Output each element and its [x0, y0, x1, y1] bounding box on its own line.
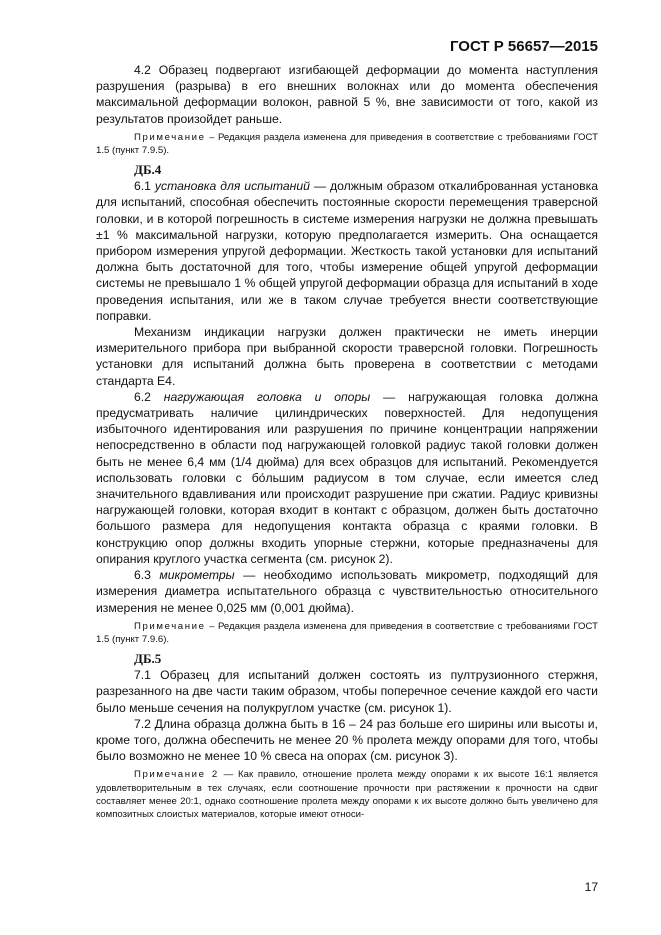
note-1-lead: Примечание: [134, 131, 206, 143]
paragraph-7-2: 7.2 Длина образца должна быть в 16 – 24 раз больше его ширины или высоты и, кроме того, должна обеспечить не менее 20 % пролета между опорами для того, чтобы было возможно не менее 10 % свеса на опорах (см. рисунок 3).: [96, 716, 598, 764]
note-3-text: — Как правило, отношение пролета между опорами к их высоте 16:1 является удовлетворительным в тех случаях, если соотношение прочности при растяжении к прочности на сдвиг составляет менее 20:1, однако соотношение пролета между опорами к их высоте должно быть увеличено для композитных слоистых материалов, которые имеют относи-: [96, 769, 598, 820]
paragraph-6-1: [96, 178, 598, 324]
paragraph-6-1-continued: Механизм индикации нагрузки должен практически не иметь инерции измерительного прибора при выбранной скорости траверсной головки. Погрешность установки для испытаний должна быть проверена в соответствии с методами стандарта Е4.: [96, 325, 598, 388]
note-1-text: – Редакция раздела изменена для приведения в соответствие с требованиями ГОСТ 1.5 (пункт 7.9.5).: [96, 131, 598, 157]
paragraph-6-2-term: нагружающая головка и опоры: [163, 389, 371, 404]
note-2-text: – Редакция раздела изменена для приведения в соответствие с требованиями ГОСТ 1.5 (пункт 7.9.6).: [96, 620, 598, 645]
standard-code-header: ГОСТ Р 56657—2015: [449, 38, 598, 55]
note-2: [96, 620, 598, 646]
paragraph-6-2-number: 6.2: [134, 389, 164, 404]
paragraph-6-2: [96, 389, 598, 567]
page-number: 17: [584, 880, 598, 894]
paragraph-6-3-number: 6.3: [134, 568, 160, 583]
paragraph-6-1-number: 6.1: [134, 179, 155, 194]
paragraph-6-1-term: установка для испытаний: [154, 179, 310, 194]
note-1: [96, 131, 598, 157]
note-3-lead: Примечание 2: [134, 769, 219, 781]
paragraph-6-1-text: — должным образом откалиброванная установка для испытаний, способная обеспечить постоянные скорости перемещения траверсной головки, и в которой погрешность в системе измерения нагрузки не должна превышать ±1 % максимальной нагрузки, которую предполагается измерить. Она оснащается прибором измерения упругой деформации. Жесткость такой установки для испытаний должна быть достаточной для того, чтобы измерение общей упругой деформации системы не превышало 1 % общей упругой деформации образца для испытаний в ходе проведения испытания, или же в таком случае требуется внести соответствующие поправки.: [96, 179, 598, 323]
paragraph-6-3: [96, 567, 598, 616]
section-heading-db5: ДБ.5: [134, 651, 162, 667]
paragraph-6-3-term: микрометры: [159, 568, 235, 583]
note-2-lead: Примечание: [134, 620, 206, 632]
paragraph-6-2-text: — нагружающая головка должна предусматривать наличие цилиндрических поверхностей. Для недопущения избыточного идентирования или разрушения по причине концентрации напряжении непосредственно в области под нагружающей головкой радиус такой головки должен быть не менее 6,4 мм (1/4 дюйма) для всех образцов для испытаний. Рекомендуется использовать головки с бо́льшим радиусом в том случае, если имеется след значительного вдавливания или происходит разрушение при сжатии. Радиус кривизны нагружающей головки, которая входит в контакт с образцом, должен быть достаточно большого размера для недопущения контакта образца с краями головки. В конструкцию опор должны входить упорные стержни, которые предназначены для опирания круглого участка сегмента (см. рисунок 2).: [96, 389, 598, 566]
page-content: [96, 62, 598, 825]
paragraph-7-1: 7.1 Образец для испытаний должен состоять из пултрузионного стержня, разрезанного на две части таким образом, чтобы поперечное сечение каждой его части было меньше сечения на полукруглом участке (см. рисунок 1).: [96, 668, 598, 715]
paragraph-4-2: 4.2 Образец подвергают изгибающей деформации до момента наступления разрушения (разрыва) в его внешних волокнах или до момента обеспечения максимальной деформации волокон, равной 5 %, вне зависимости от того, какой из результатов произойдет раньше.: [96, 63, 598, 126]
note-3: [96, 768, 598, 821]
section-heading-db4: ДБ.4: [134, 162, 162, 178]
paragraph-6-3-text: — необходимо использовать микрометр, подходящий для измерения диаметра испытательного образца с чувствительностью относительного измерения не менее 0,025 мм (0,001 дюйма).: [96, 568, 598, 615]
